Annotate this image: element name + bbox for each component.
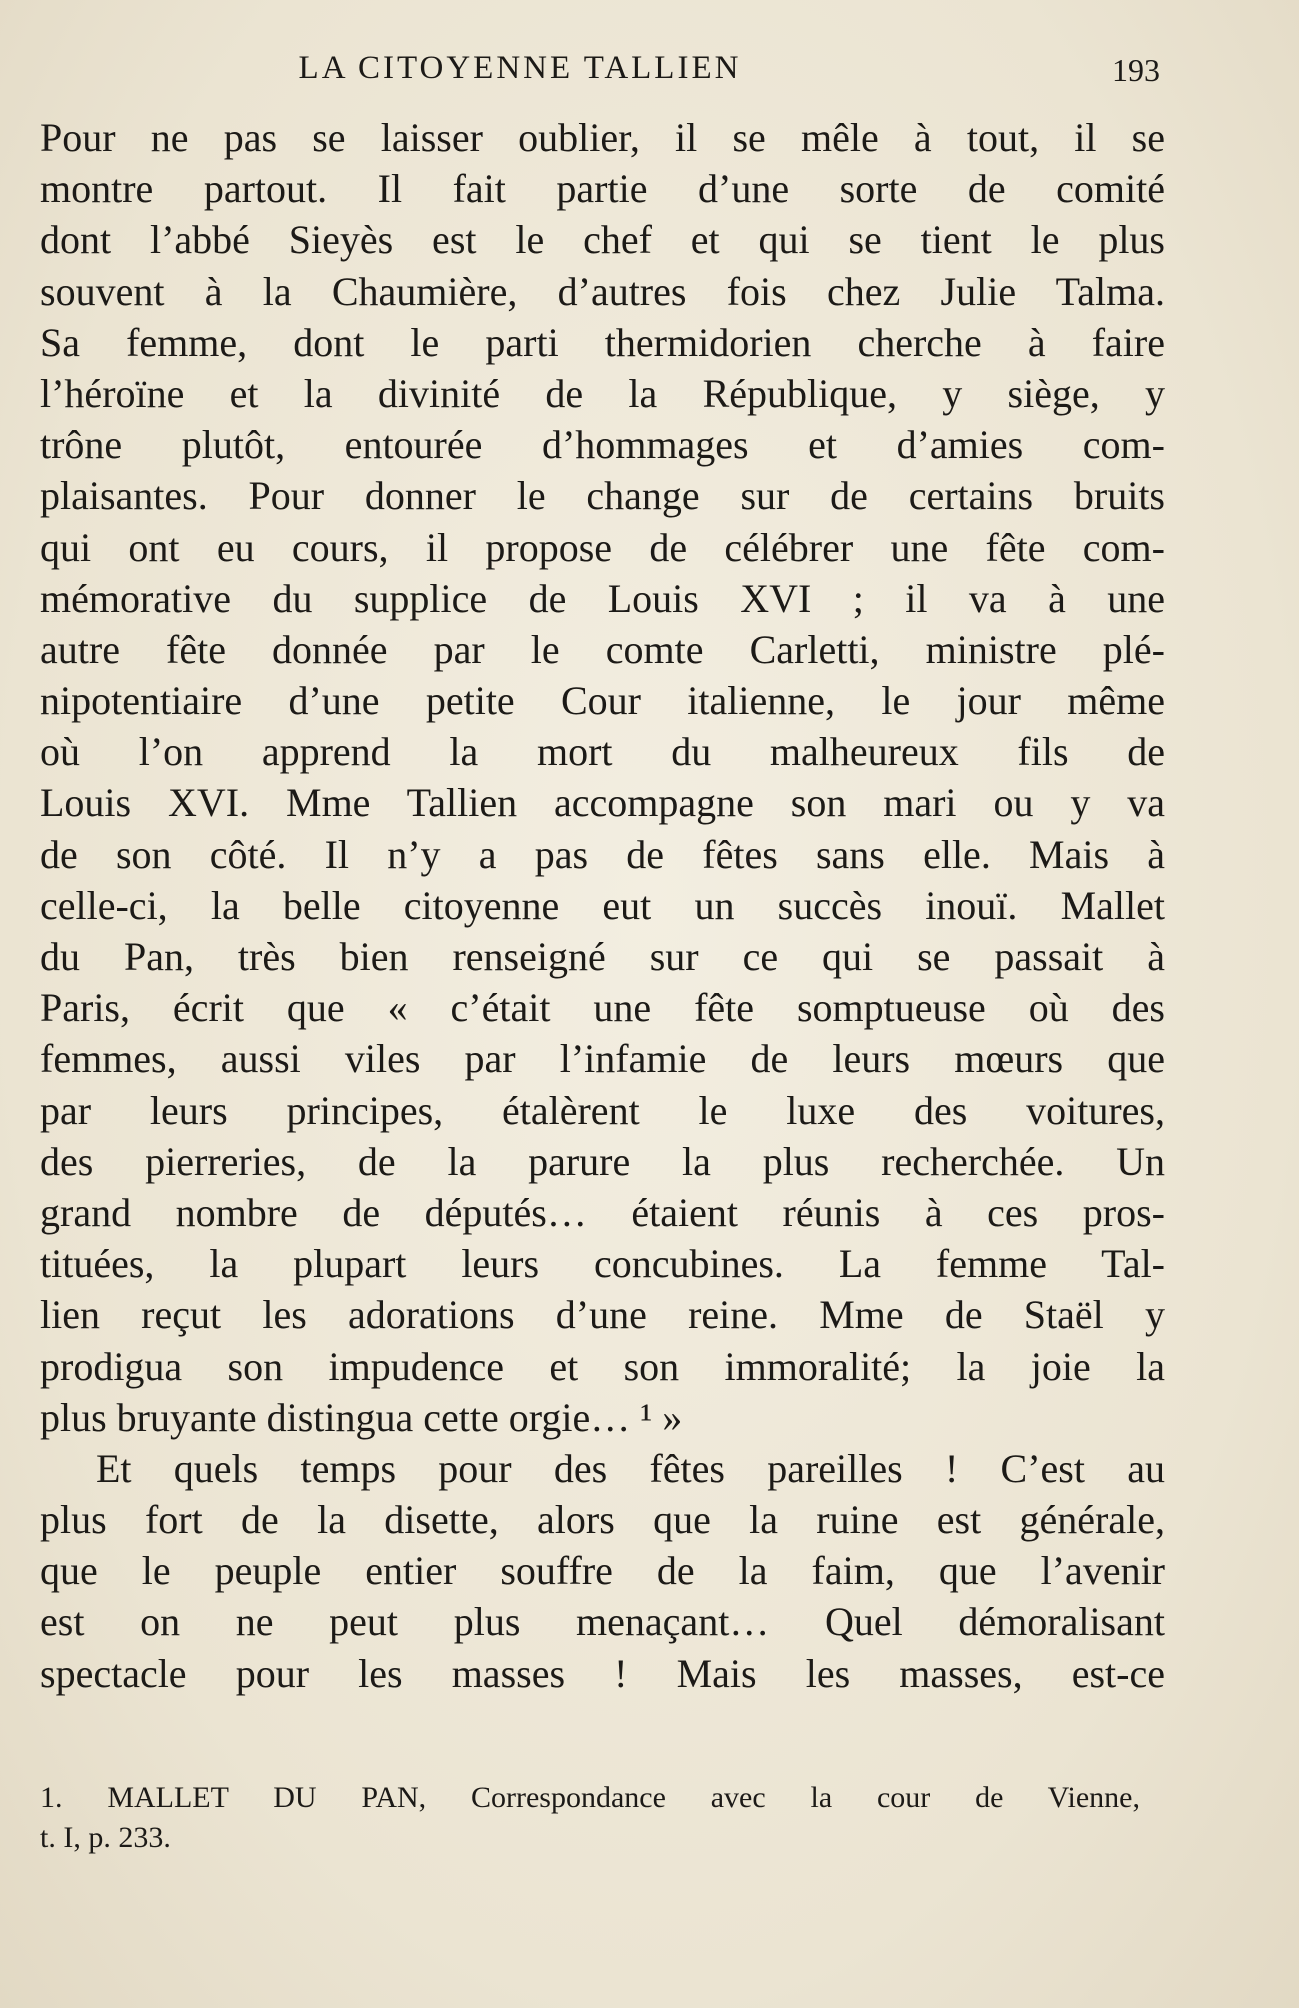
text-line: autre fête donnée par le comte Carletti, ministre plé- (40, 626, 1165, 672)
text-line: Sa femme, dont le parti thermidorien cherche à faire (40, 319, 1165, 365)
text-line: de son côté. Il n’y a pas de fêtes sans elle. Mais à (40, 831, 1165, 877)
text-line: Et quels temps pour des fêtes pareilles ! C’est au (96, 1445, 1165, 1491)
text-line: est on ne peut plus menaçant… Quel démoralisant (40, 1599, 1165, 1645)
text-line: nipotentiaire d’une petite Cour italienne, le jour même (40, 678, 1165, 724)
text-line: prodigua son impudence et son immoralité; la joie la (40, 1343, 1165, 1389)
text-line: par leurs principes, étalèrent le luxe des voitures, (40, 1087, 1165, 1133)
text-line: où l’on apprend la mort du malheureux fils de (40, 729, 1165, 775)
footnote (40, 1778, 1140, 1858)
text-line: plaisantes. Pour donner le change sur de certains bruits (40, 473, 1165, 519)
text-line: souvent à la Chaumière, d’autres fois chez Julie Talma. (40, 268, 1165, 314)
text-line: lien reçut les adorations d’une reine. Mme de Staël y (40, 1292, 1165, 1338)
text-line: grand nombre de députés… étaient réunis à ces pros- (40, 1189, 1165, 1235)
text-line: trône plutôt, entourée d’hommages et d’amies com- (40, 422, 1165, 468)
body-text (40, 112, 1165, 1699)
text-line: dont l’abbé Sieyès est le chef et qui se tient le plus (40, 217, 1165, 263)
text-line: qui ont eu cours, il propose de célébrer une fête com- (40, 524, 1165, 570)
footnote-line: t. I, p. 233. (40, 1821, 171, 1854)
text-line: tituées, la plupart leurs concubines. La femme Tal- (40, 1241, 1165, 1287)
text-line: montre partout. Il fait partie d’une sorte de comité (40, 166, 1165, 212)
text-line: spectacle pour les masses ! Mais les masses, est-ce (40, 1650, 1165, 1696)
text-line: des pierreries, de la parure la plus recherchée. Un (40, 1138, 1165, 1184)
text-line: l’héroïne et la divinité de la République, y siège, y (40, 370, 1165, 416)
text-line: plus bruyante distingua cette orgie… ¹ » (40, 1394, 683, 1440)
text-line: plus fort de la disette, alors que la ruine est générale, (40, 1497, 1165, 1543)
footnote-line: 1. MALLET DU PAN, Correspondance avec la cour de Vienne, (40, 1781, 1140, 1814)
text-line: Pour ne pas se laisser oublier, il se mêle à tout, il se (40, 115, 1165, 160)
page-number: 193 (1112, 52, 1160, 88)
text-line: que le peuple entier souffre de la faim, que l’avenir (40, 1548, 1165, 1594)
text-line: celle-ci, la belle citoyenne eut un succès inouï. Mallet (40, 882, 1165, 928)
text-line: du Pan, très bien renseigné sur ce qui se passait à (40, 934, 1165, 979)
text-line: Paris, écrit que « c’était une fête somptueuse où des (40, 985, 1165, 1031)
running-title: LA CITOYENNE TALLIEN (298, 50, 742, 86)
text-line: femmes, aussi viles par l’infamie de leurs mœurs que (40, 1036, 1165, 1082)
text-line: Louis XVI. Mme Tallien accompagne son mari ou y va (40, 780, 1165, 826)
text-line: mémorative du supplice de Louis XVI ; il va à une (40, 575, 1165, 621)
